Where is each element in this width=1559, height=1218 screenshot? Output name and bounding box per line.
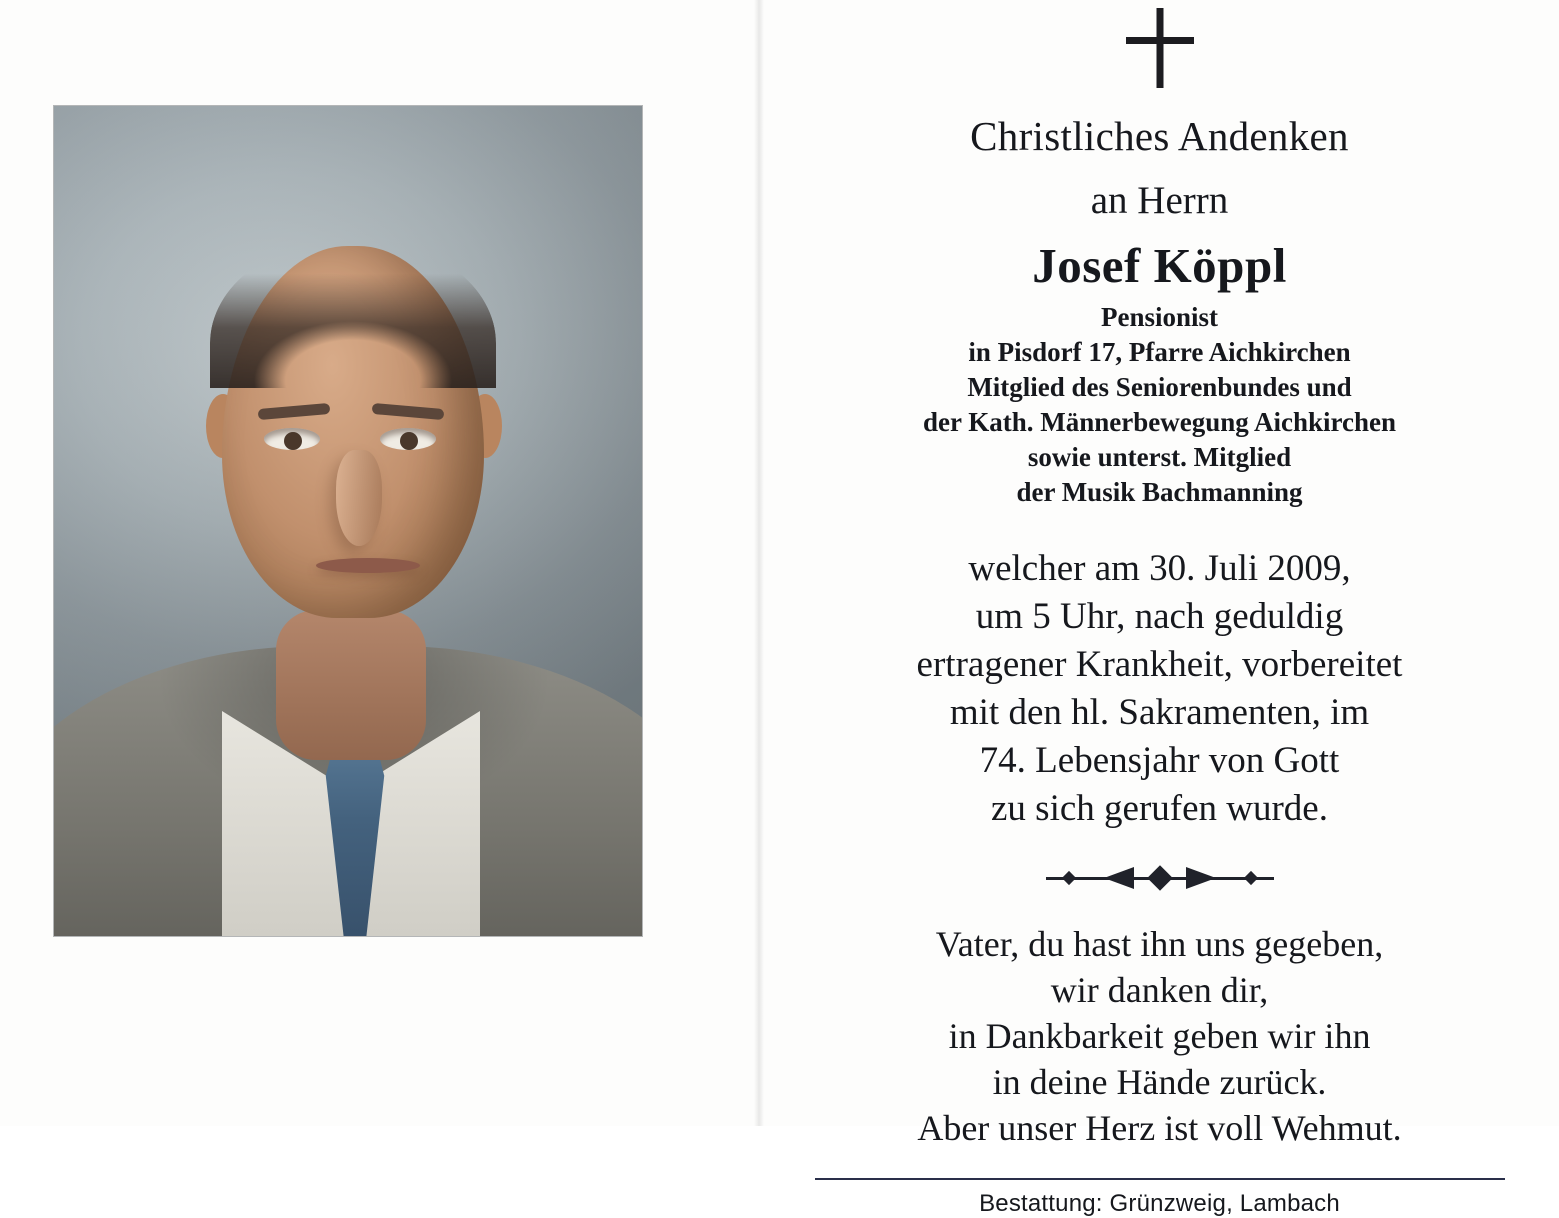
passage-line: um 5 Uhr, nach geduldig bbox=[975, 595, 1344, 637]
passage-line: ertragener Krankheit, vorbereitet bbox=[916, 643, 1403, 685]
ornament-left-dot bbox=[1061, 871, 1075, 885]
passage-line: mit den hl. Sakramenten, im bbox=[949, 691, 1370, 733]
detail-line: Mitglied des Seniorenbundes und bbox=[967, 372, 1352, 403]
passage-line: 74. Lebensjahr von Gott bbox=[979, 739, 1340, 781]
detail-line: der Musik Bachmanning bbox=[1016, 477, 1303, 508]
prayer-line: in deine Hände zurück. bbox=[992, 1062, 1327, 1103]
detail-line: der Kath. Männerbewegung Aichkirchen bbox=[922, 407, 1397, 438]
prayer-line: wir danken dir, bbox=[1050, 970, 1269, 1011]
text-panel bbox=[760, 0, 1559, 1217]
prayer-line: Aber unser Herz ist voll Wehmut. bbox=[917, 1108, 1402, 1149]
detail-line: sowie unterst. Mitglied bbox=[1027, 442, 1292, 473]
passing-passage bbox=[760, 545, 1559, 834]
nose-shape bbox=[336, 450, 382, 546]
funeral-home-credit: Bestattung: Grünzweig, Lambach bbox=[979, 1189, 1340, 1217]
footer-divider bbox=[815, 1178, 1505, 1180]
ornament-right-dot bbox=[1243, 871, 1257, 885]
photo-panel bbox=[0, 0, 760, 1126]
cross-icon bbox=[760, 8, 1559, 94]
detail-line: in Pisdorf 17, Pfarre Aichkirchen bbox=[968, 337, 1351, 368]
memorial-heading-line-1: Christliches Andenken bbox=[970, 113, 1349, 159]
ornament-left-wing bbox=[1104, 867, 1134, 889]
deceased-name: Josef Köppl bbox=[1032, 238, 1287, 293]
cross-vertical-bar bbox=[1156, 8, 1163, 88]
prayer-line: Vater, du hast ihn uns gegeben, bbox=[935, 924, 1384, 965]
detail-line: Pensionist bbox=[1100, 302, 1219, 332]
passage-line: zu sich gerufen wurde. bbox=[991, 788, 1328, 830]
portrait-photo bbox=[54, 106, 642, 936]
cross-horizontal-bar bbox=[1126, 37, 1194, 44]
neck-shape bbox=[276, 610, 426, 760]
ornament-diamond bbox=[1147, 865, 1172, 890]
prayer-line: in Dankbarkeit geben wir ihn bbox=[948, 1016, 1371, 1057]
passage-line: welcher am 30. Juli 2009, bbox=[968, 547, 1351, 589]
prayer-text bbox=[760, 921, 1559, 1151]
memorial-heading-line-2: an Herrn bbox=[1090, 179, 1229, 222]
mouth-shape bbox=[316, 558, 420, 573]
ornament-right-wing bbox=[1186, 867, 1216, 889]
right-pupil-shape bbox=[400, 432, 418, 450]
deceased-details bbox=[760, 300, 1559, 511]
divider-ornament-icon bbox=[760, 861, 1559, 895]
left-pupil-shape bbox=[284, 432, 302, 450]
